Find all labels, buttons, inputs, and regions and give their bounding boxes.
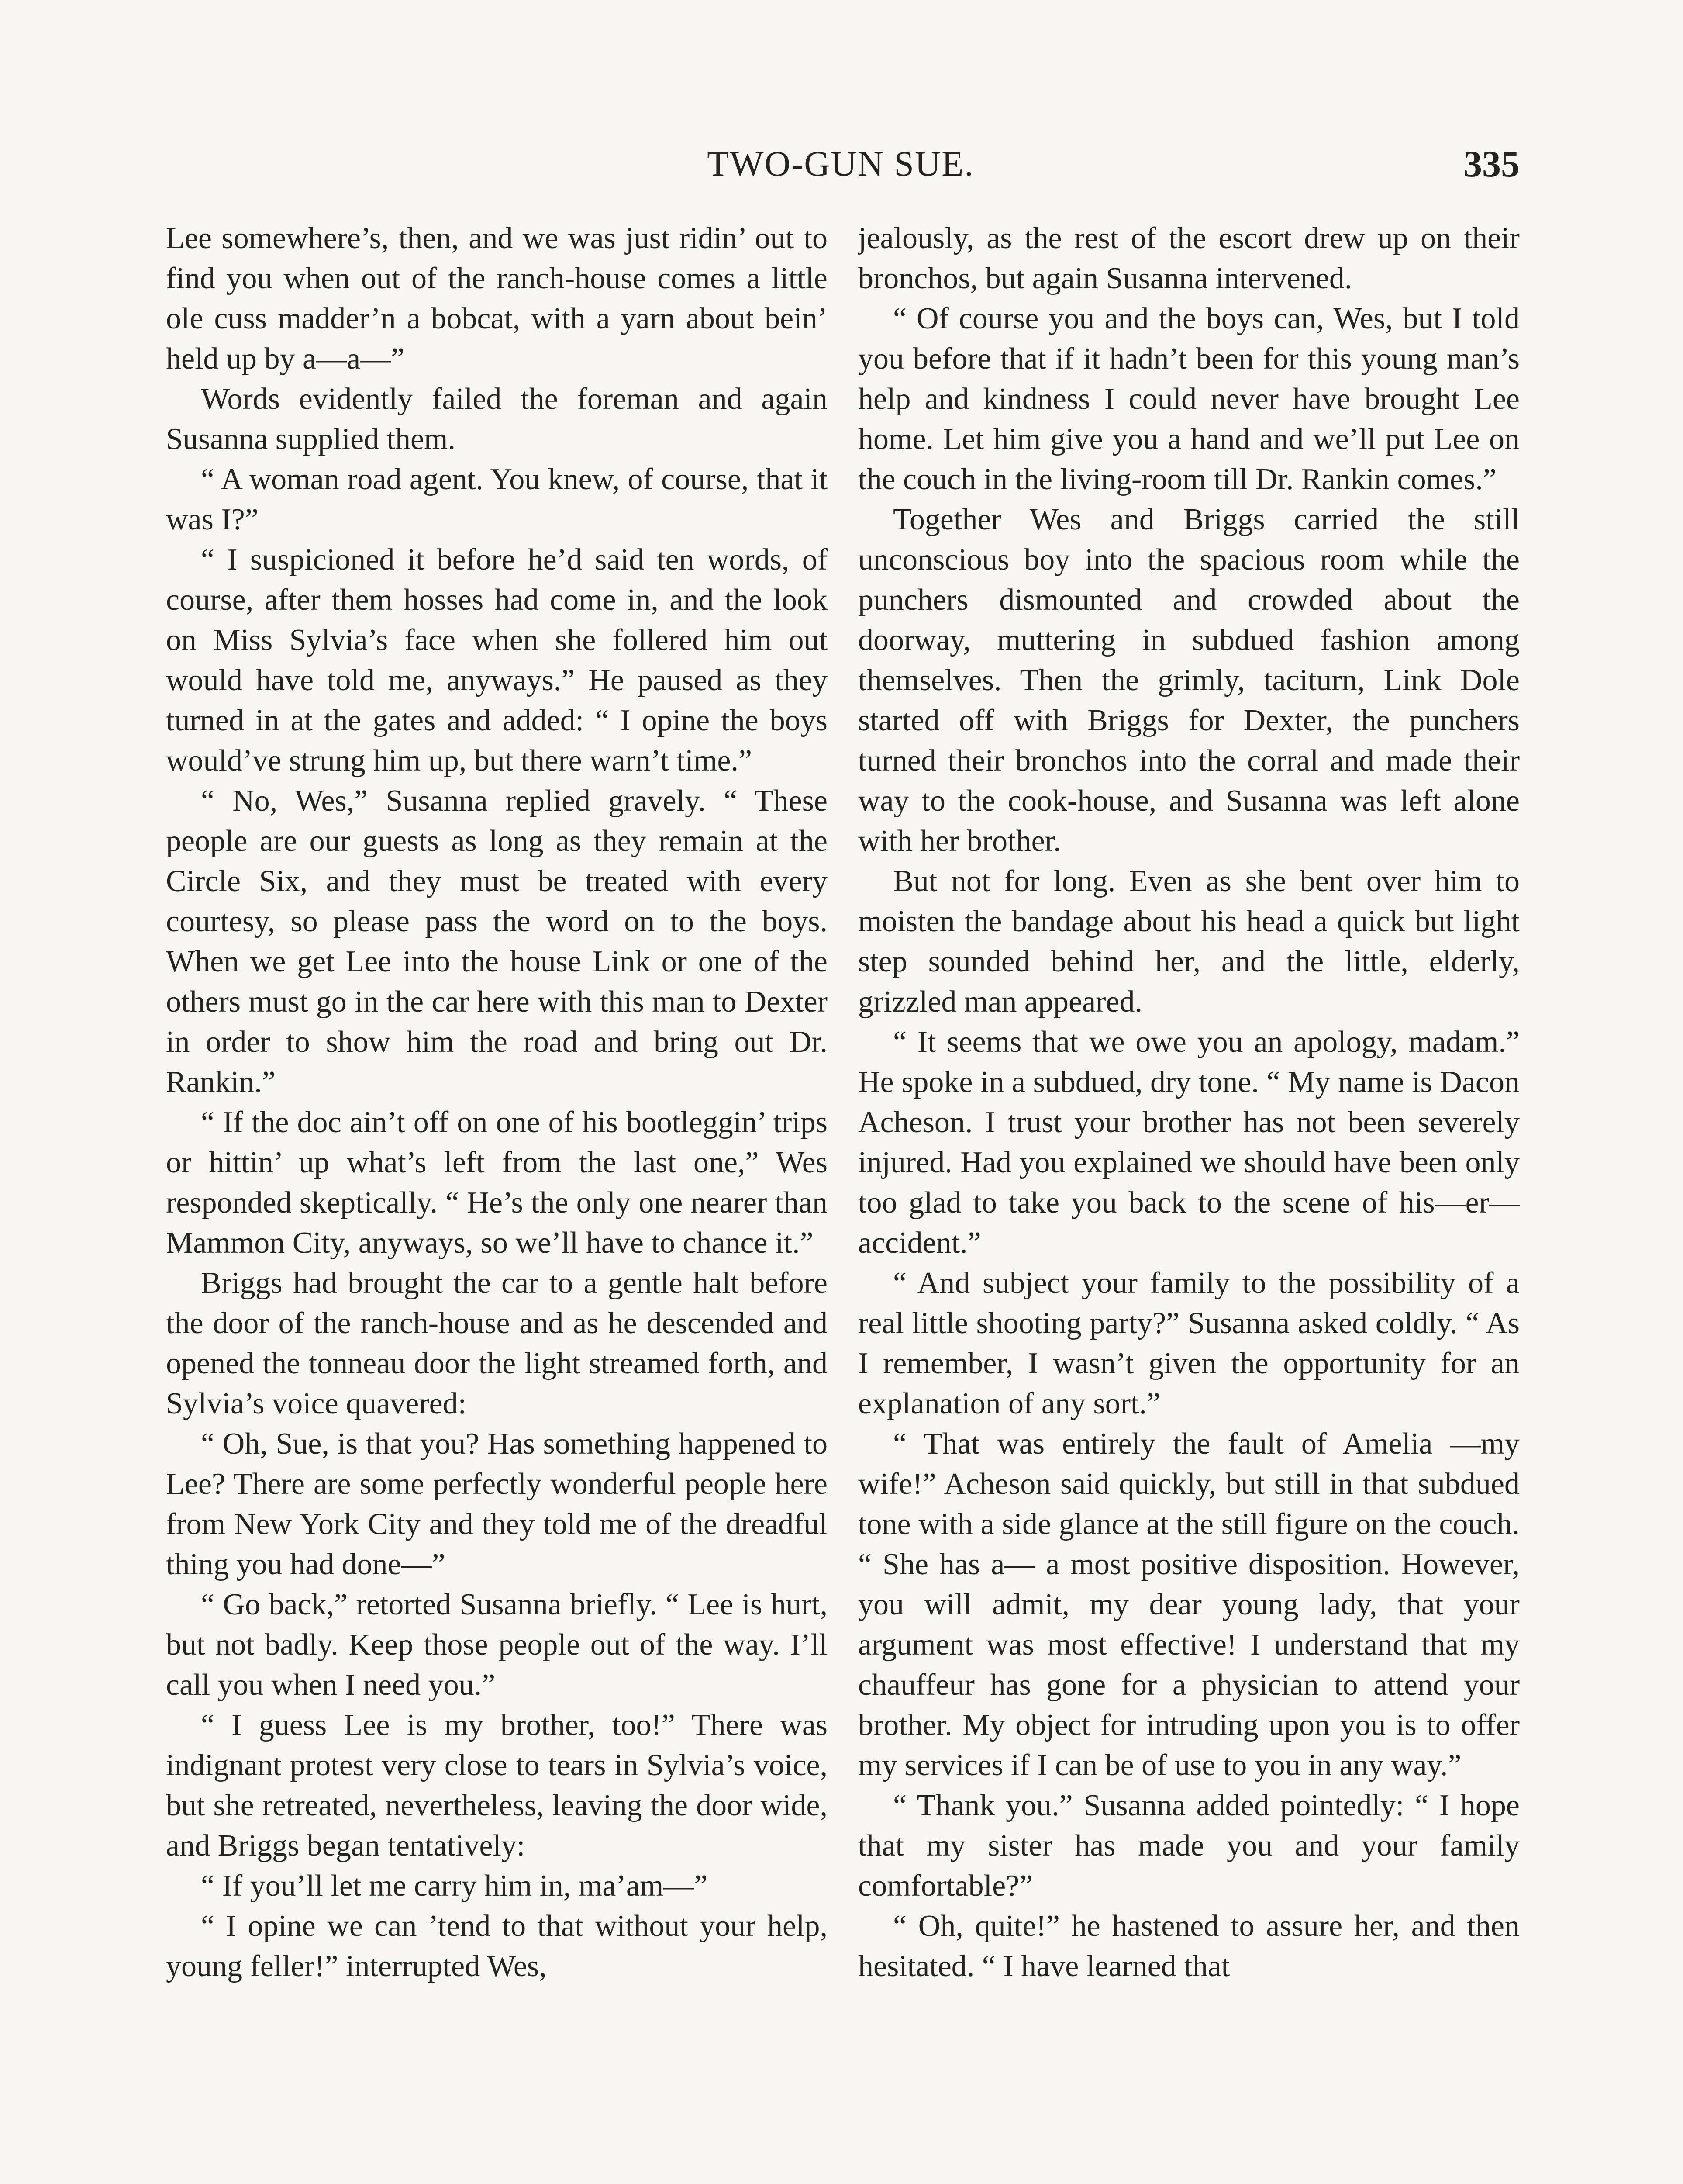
paragraph: Briggs had brought the car to a gentle halt before the door of the ranch-house and as he descended and opened the tonneau door the light streamed forth, and Sylvia’s voice quavered: [166, 1266, 828, 1420]
paragraph: “ It seems that we owe you an apology, madam.” He spoke in a subdued, dry tone. “ My name is Dacon Acheson. I trust your brother has not been severely injured. Had you explained we should have been only too glad to take you back to the scene of his—er—accident.” [858, 1025, 1520, 1260]
paragraph: “ I suspicioned it before he’d said ten words, of course, after them hosses had come in, and the look on Miss Sylvia’s face when she follered him out would have told me, anyways.” He paused as they turned in at the gates and added: “ I opine the boys would’ve strung him up, but there warn’t time.” [166, 543, 828, 778]
paragraph: “ That was entirely the fault of Amelia —my wife!” Acheson said quickly, but still in that subdued tone with a side glance at the still figure on the couch. “ She has a— a most positive disposition. However, you will admit, my dear young lady, that your argument was most effective! I understand that my chauffeur has gone for a physician to attend your brother. My object for intruding upon you is to offer my services if I can be of use to you in any way.” [858, 1427, 1520, 1782]
paragraph: “ If the doc ain’t off on one of his bootleggin’ trips or hittin’ up what’s left from the last one,” Wes responded skeptically. “ He’s the only one nearer than Mammon City, anyways, so we’ll have to chance it.” [166, 1106, 828, 1260]
paragraph: Words evidently failed the foreman and again Susanna supplied them. [166, 382, 828, 456]
left-column [166, 218, 828, 2184]
paragraph: “ And subject your family to the possibility of a real little shooting party?” Susanna asked coldly. “ As I remember, I wasn’t given the opportunity for an explanation of any sort.” [858, 1266, 1520, 1420]
paragraph: “ Of course you and the boys can, Wes, but I told you before that if it hadn’t been for this young man’s help and kindness I could never have brought Lee home. Let him give you a hand and we’ll put Lee on the couch in the living-room till Dr. Rankin comes.” [858, 302, 1520, 496]
paragraph: “ If you’ll let me carry him in, ma’am—” [201, 1869, 708, 1903]
paragraph: jealously, as the rest of the escort drew up on their bronchos, but again Susanna intervened. [858, 221, 1520, 295]
right-column [858, 218, 1520, 2184]
paragraph: “ Thank you.” Susanna added pointedly: “ I hope that my sister has made you and your family comfortable?” [858, 1789, 1520, 1903]
paragraph: But not for long. Even as she bent over him to moisten the bandage about his head a quick but light step sounded behind her, and the little, elderly, grizzled man appeared. [858, 864, 1520, 1019]
paragraph: “ I opine we can ’tend to that without your help, young feller!” interrupted Wes, [166, 1909, 828, 1983]
paragraph: “ A woman road agent. You knew, of course, that it was I?” [166, 463, 828, 536]
paragraph: Together Wes and Briggs carried the still unconscious boy into the spacious room while the punchers dismounted and crowded about the doorway, muttering in subdued fashion among themselves. Then the grimly, taciturn, Link Dole started off with Briggs for Dexter, the punchers turned their bronchos into the corral and made their way to the cook-house, and Susanna was left alone with her brother. [858, 503, 1520, 858]
page-header [162, 131, 1520, 197]
paragraph: “ Go back,” retorted Susanna briefly. “ Lee is hurt, but not badly. Keep those people out of the way. I’ll call you when I need you.” [166, 1588, 828, 1702]
paragraph: “ No, Wes,” Susanna replied gravely. “ These people are our guests as long as they remain at the Circle Six, and they must be treated with every courtesy, so please pass the word on to the boys. When we get Lee into the house Link or one of the others must go in the car here with this man to Dexter in order to show him the road and bring out Dr. Rankin.” [166, 784, 828, 1099]
paragraph: “ Oh, Sue, is that you? Has something happened to Lee? There are some perfectly wonderful people here from New York City and they told me of the dreadful thing you had done—” [166, 1427, 828, 1581]
paragraph: “ Oh, quite!” he hastened to assure her, and then hesitated. “ I have learned that [858, 1909, 1520, 1983]
paragraph: “ I guess Lee is my brother, too!” There was indignant protest very close to tears in Sylvia’s voice, but she retreated, nevertheless, leaving the door wide, and Briggs began tentatively: [166, 1708, 828, 1863]
page-number: 335 [1463, 143, 1520, 185]
running-title: TWO-GUN SUE. [707, 144, 974, 183]
paragraph: Lee somewhere’s, then, and we was just ridin’ out to find you when out of the ranch-house comes a little ole cuss madder’n a bobcat, with a yarn about bein’ held up by a—a—” [166, 221, 828, 376]
text-columns [166, 218, 1520, 2184]
